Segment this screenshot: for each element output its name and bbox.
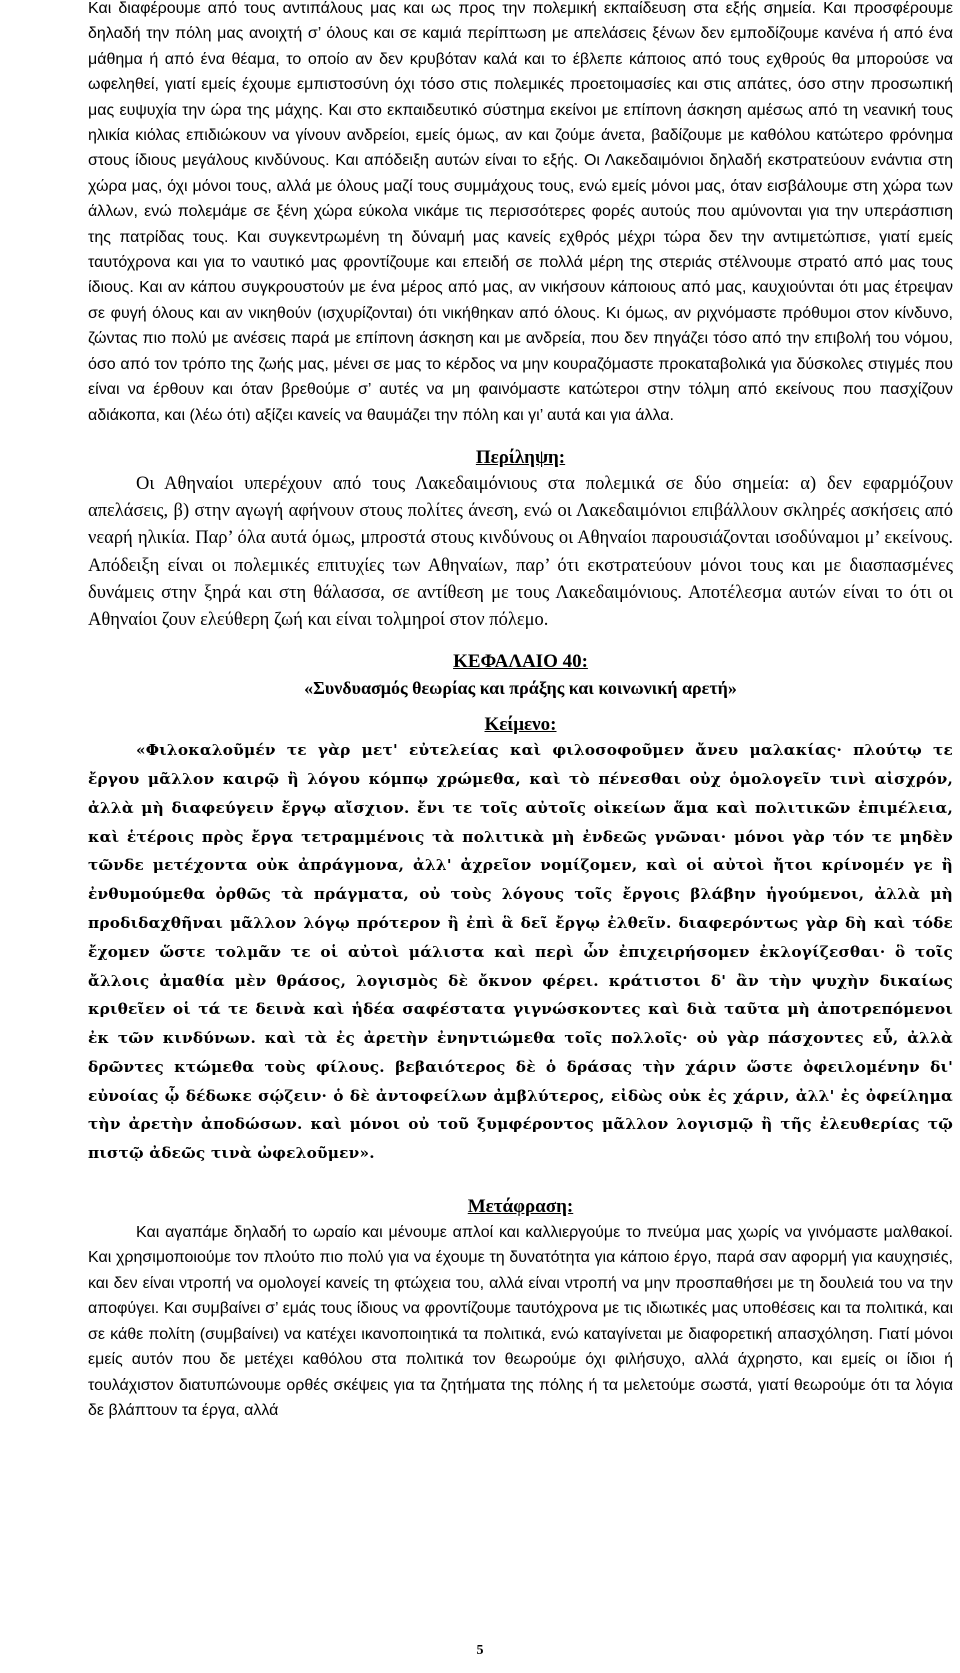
text-heading-text: Κείμενο: — [484, 714, 557, 736]
page-number: 5 — [476, 1643, 484, 1658]
chapter-subtitle: «Συνδυασμός θεωρίας και πράξης και κοινωνική αρετή» — [304, 678, 737, 699]
body-paragraph-section1: Και διαφέρουμε από τους αντιπάλους μας και ως προς την πολεμική εκπαίδευση στα εξής σημεία. Και προσφέρουμε δηλαδή την πόλη μας ανοιχτή σ’ όλους και σε καμιά περίπτωση με απελάσεις ξένων δεν εμποδίζουμε κανένα ή από ένα μάθημα ή από ένα θέαμα, το οποίο αν δεν κρυβόταν καλά και το έβλεπε κάποιος από τους εχθρούς θα μπορούσε να ωφεληθεί, γιατί εμείς έχουμε εμπιστοσύνη όχι τόσο στις πολεμικές προετοιμασίες και στις απάτες, όσο στην προσωπική μας ευψυχία την ώρα της μάχης. Και στο εκπαιδευτικό σύστημα εκείνοι με επίπονη άσκηση αμέσως από τη νεανική τους ηλικία κιόλας επιδιώκουν να γίνουν ανδρείοι, εμείς όμως, αν και ζούμε άνετα, βαδίζουμε με καθόλου κατώτερο φρόνημα στους ίδιους μεγάλους κινδύνους. Και απόδειξη αυτών είναι το εξής. Οι Λακεδαιμόνιοι δηλαδή εκστρατεύουν ενάντια στη χώρα μας, όχι μόνοι τους, αλλά με όλους μαζί τους συμμάχους τους, ενώ εμείς μόνοι μας, όταν εισβάλουμε στη χώρα των άλλων, ενώ πολεμάμε σε ξένη χώρα εύκολα νικάμε τις περισσότερες φορές αυτούς που αμύνονται για την υπεράσπιση της πατρίδας τους. Και συγκεντρωμένη τη δύναμή μας κανείς εχθρός μέχρι τώρα δεν την αντιμετώπισε, γιατί εμείς ταυτόχρονα και για το ναυτικό μας φροντίζουμε και επειδή σε πολλά μέρη της στεριάς στέλνουμε στρατό από μας τους ίδιους. Και αν κάπου συγκρουστούν με ένα μέρος από μας, αν νικήσουν κάποιους από μας, καυχιούνται ότι μας έτρεψαν σε φυγή όλους και αν νικηθούν (ισχυρίζονται) ότι νικήθηκαν από όλους. Κι όμως, αν ριχνόμαστε πρόθυμοι στον κίνδυνο, ζώντας πιο πολύ με ανέσεις παρά με επίπονη άσκηση και με ανδρεία, που δεν πηγάζει τόσο από την επιβολή του νόμου, όσο από τον τρόπο της ζωής μας, μένει σε μας το κέρδος να μην κουραζόμαστε προκαταβολικά για δύσκολες στιγμές που είναι να έρθουν και όταν βρεθούμε σ’ αυτές να μη φαινόμαστε κατώτεροι στην τόλμη από εκείνους που πασχίζουν αδιάκοπα, και (λέω ότι) αξίζει κανείς να θαυμάζει την πόλη και γι’ αυτά και για άλλα. — [88, 0, 953, 424]
summary-heading-text: Περίληψη: — [475, 446, 566, 468]
chapter-title-text: ΚΕΦΑΛΑΙΟ 40: — [453, 651, 588, 673]
translation-heading — [88, 1194, 953, 1220]
summary-heading — [88, 445, 953, 471]
translation-heading-text: Μετάφραση: — [467, 1196, 574, 1218]
ancient-greek-text: «Φιλοκαλοῦμέν τε γὰρ μετ' εὐτελείας καὶ φιλοσοφοῦμεν ἄνευ μαλακίας· πλούτῳ τε ἔργου μᾶλλον καιρῷ ἢ λόγου κόμπῳ χρώμεθα, καὶ τὸ πένεσθαι οὐχ ὁμολογεῖν τινὶ αἰσχρόν, ἀλλὰ μὴ διαφεύγειν ἔργῳ αἴσχιον. ἔνι τε τοῖς αὐτοῖς οἰκείων ἅμα καὶ πολιτικῶν ἐπιμέλεια, καὶ ἑτέροις πρὸς ἔργα τετραμμένοις τὰ πολιτικὰ μὴ ἐνδεῶς γνῶναι· μόνοι γὰρ τόν τε μηδὲν τῶνδε μετέχοντα οὐκ ἀπράγμονα, ἀλλ' ἀχρεῖον νομίζομεν, καὶ οἱ αὐτοὶ ἤτοι κρίνομέν γε ἢ ἐνθυμούμεθα ὀρθῶς τὰ πράγματα, οὐ τοὺς λόγους τοῖς ἔργοις βλάβην ἡγούμενοι, ἀλλὰ μὴ προδιδαχθῆναι μᾶλλον λόγῳ πρότερον ἢ ἐπὶ ἃ δεῖ ἔργῳ ἐλθεῖν. διαφερόντως γὰρ δὴ καὶ τόδε ἔχομεν ὥστε τολμᾶν τε οἱ αὐτοὶ μάλιστα καὶ περὶ ὧν ἐπιχειρήσομεν ἐκλογίζεσθαι· ὃ τοῖς ἄλλοις ἀμαθία μὲν θράσος, λογισμὸς δὲ ὄκνον φέρει. κράτιστοι δ' ἂν τὴν ψυχὴν δικαίως κριθεῖεν οἱ τά τε δεινὰ καὶ ἡδέα σαφέστατα γιγνώσκοντες καὶ διὰ ταῦτα μὴ ἀποτρεπόμενοι ἐκ τῶν κινδύνων. καὶ τὰ ἐς ἀρετὴν ἐνηντιώμεθα τοῖς πολλοῖς· οὐ γὰρ πάσχοντες εὖ, ἀλλὰ δρῶντες κτώμεθα τοὺς φίλους. βεβαιότερος δὲ ὁ δράσας τὴν χάριν ὥστε ὀφειλομένην δι' εὐνοίας ᾧ δέδωκε σῴζειν· ὁ δὲ ἀντοφείλων ἀμβλύτερος, εἰδὼς οὐκ ἐς χάριν, ἀλλ' ἐς ὀφείλημα τὴν ἀρετὴν ἀποδώσων. καὶ μόνοι οὐ τοῦ ξυμφέροντος μᾶλλον λογισμῷ ἢ τῆς ἐλευθερίας τῷ πιστῷ ἀδεῶς τινὰ ὠφελοῦμεν». — [88, 741, 953, 1163]
summary-paragraph: Οι Αθηναίοι υπερέχουν από τους Λακεδαιμόνιους στα πολεμικά σε δύο σημεία: α) δεν εφαρμόζουν απελάσεις, β) στην αγωγή αφήνουν στους πολίτες άνεση, ενώ οι Λακεδαιμόνιοι επιβάλλουν σκληρές ασκήσεις από νεαρή ηλικία. Παρ’ όλα αυτά όμως, μπροστά στους κινδύνους οι Αθηναίοι παρουσιάζονται ισοδύναμοι μ’ εκείνους. Απόδειξη είναι οι πολεμικές επιτυχίες των Αθηναίων, παρ’ ότι εκστρατεύουν μόνοι τους και με διασπασμένες δυνάμεις στην ξηρά και στη θάλασσα, σε αντίθεση με τους Λακεδαιμόνιους. Αποτέλεσμα αυτών είναι το ότι οι Αθηναίοι ζουν ελεύθερη ζωή και είναι τολμηροί στον πόλεμο. — [88, 473, 953, 630]
text-heading — [88, 712, 953, 738]
chapter-title — [88, 649, 953, 675]
translation-paragraph: Και αγαπάμε δηλαδή το ωραίο και μένουμε απλοί και καλλιεργούμε το πνεύμα μας χωρίς να γινόμαστε μαλθακοί. Και χρησιμοποιούμε τον πλούτο πιο πολύ για να έχουμε τη δυνατότητα για κάποιο έργο, παρά σαν αφορμή για καυχησιές, και δεν είναι ντροπή να ομολογεί κανείς τη φτώχεια του, αλλά είναι ντροπή να μην προσπαθήσει με τη δουλειά του να την αποφύγει. Και συμβαίνει σ’ εμάς τους ίδιους να φροντίζουμε ταυτόχρονα με τις ιδιωτικές μας υποθέσεις και τα πολιτικά, και σε κάθε πολίτη (συμβαίνει) να κατέχει ικανοποιητικά τα πολιτικά, ενώ καταγίνεται με διαφορετική απασχόληση. Γιατί μόνοι εμείς αυτόν που δε μετέχει καθόλου στα πολιτικά τον θεωρούμε όχι φιλήσυχο, αλλά άχρηστο, και εμείς οι ίδιοι ή τουλάχιστον διατυπώνουμε ορθές σκέψεις για τα ζητήματα της πόλης ή τα μελετούμε σωστά, γιατί θεωρούμε ότι τα λόγια δε βλάπτουν τα έργα, αλλά — [88, 1224, 953, 1419]
page-content — [88, 0, 953, 1423]
